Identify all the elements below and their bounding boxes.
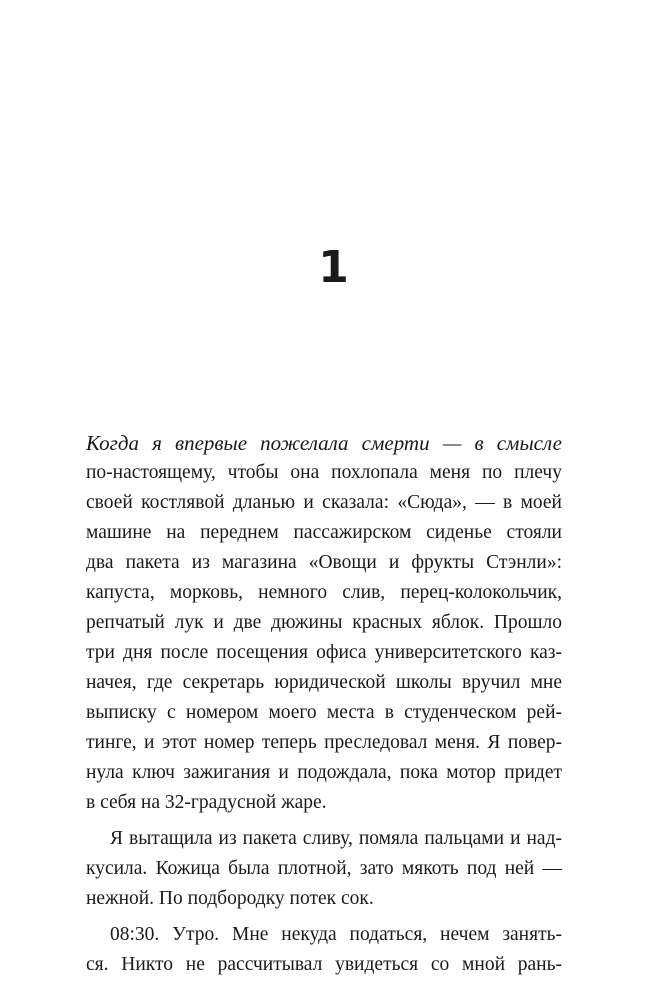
- text-line: ся. Никто не рассчитывал увидеться со мной рань-: [86, 954, 562, 975]
- chapter-number: 1: [318, 242, 349, 293]
- text-line: начея, где секретарь юридической школы вручил мне: [86, 672, 562, 693]
- text-line: Когда я впервые пожелала смерти — в смысле: [86, 431, 562, 455]
- text-line: выписку с номером моего места в студенческом рей-: [86, 702, 562, 723]
- text-line: Я вытащила из пакета сливу, помяла пальцами и над-: [110, 828, 562, 849]
- paragraph-2: [86, 824, 562, 914]
- chapter-body: [86, 428, 562, 986]
- text-line: нула ключ зажигания и подождала, пока мотор придет: [86, 762, 562, 783]
- text-line: кусила. Кожица была плотной, зато мякоть под ней —: [86, 858, 562, 879]
- paragraph-3: [86, 920, 562, 980]
- text-line: в себя на 32-градусной жаре.: [86, 792, 327, 813]
- text-line: своей костлявой дланью и сказала: «Сюда», — в моей: [86, 492, 562, 513]
- text-line: два пакета из магазина «Овощи и фрукты Стэнли»:: [86, 552, 562, 573]
- text-line: капуста, морковь, немного слив, перец-колокольчик,: [86, 582, 562, 603]
- text-line: три дня после посещения офиса университетского каз-: [86, 642, 562, 663]
- text-line: тинге, и этот номер теперь преследовал меня. Я повер-: [86, 732, 562, 753]
- text-line: репчатый лук и две дюжины красных яблок. Прошло: [86, 612, 562, 633]
- paragraph-1: [86, 428, 562, 818]
- text-line: нежной. По подбородку потек сок.: [86, 888, 374, 909]
- text-line: 08:30. Утро. Мне некуда податься, нечем занять-: [110, 924, 562, 945]
- text-line: по-настоящему, чтобы она похлопала меня по плечу: [86, 462, 562, 483]
- text-line: машине на переднем пассажирском сиденье стояли: [86, 522, 562, 543]
